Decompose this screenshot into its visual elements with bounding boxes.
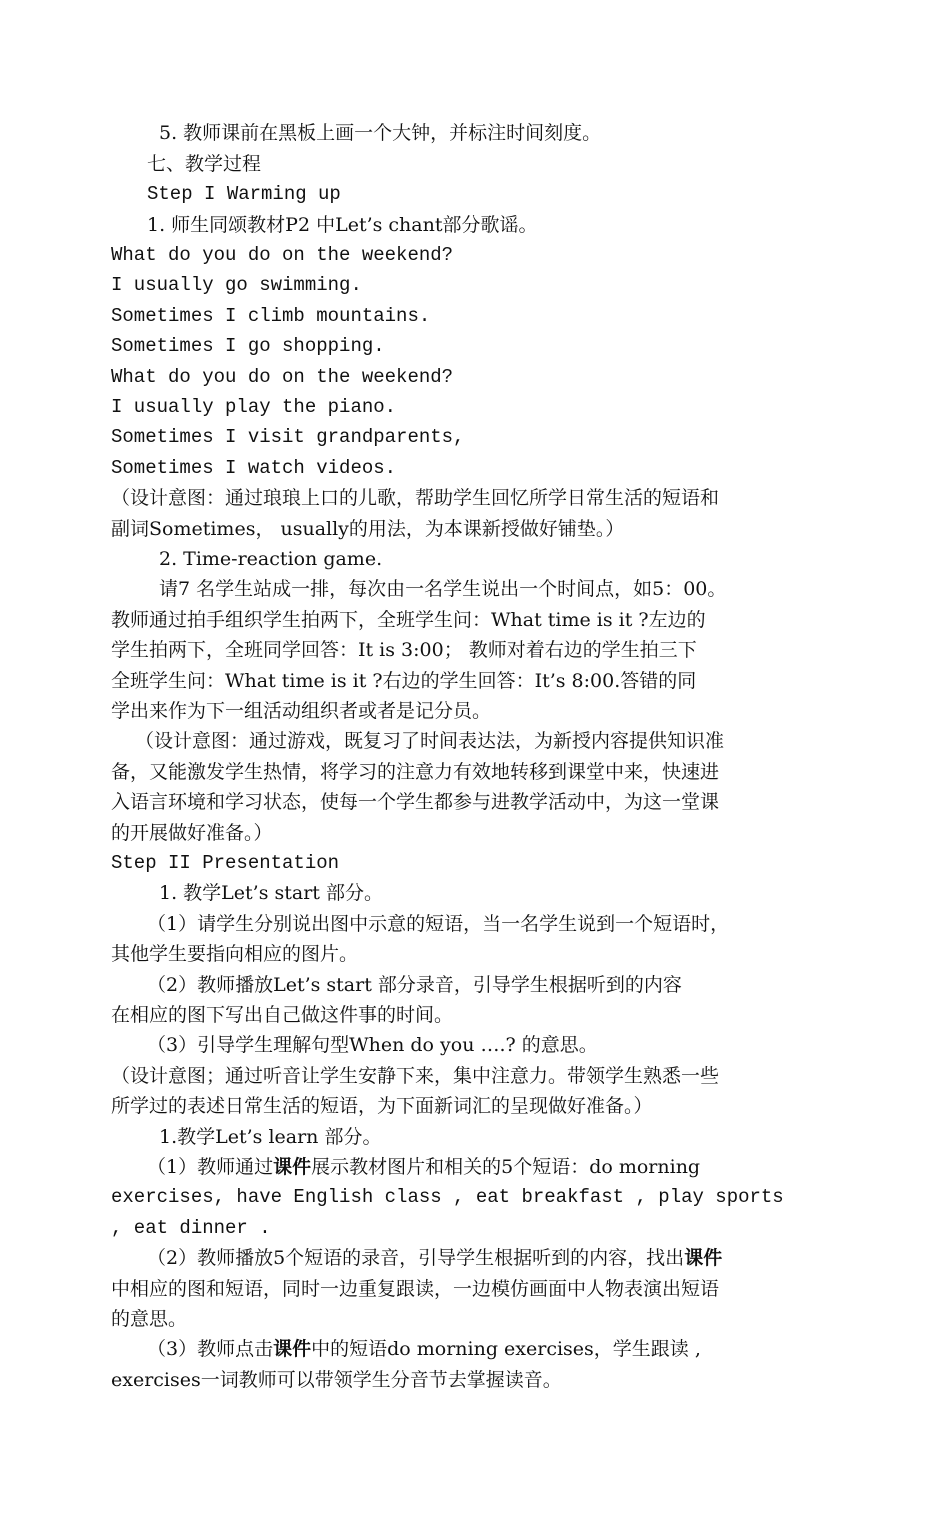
text-line	[111, 1334, 877, 1364]
text-line: 教师通过拍手组织学生拍两下，全班学生问：What time is it ?左边的	[111, 609, 706, 631]
text-run: 中的短语do morning exercises，学生跟读 ,	[311, 1338, 701, 1360]
text-line: 1.教学Let’s learn 部分。	[159, 1126, 382, 1148]
text-line: 1. 师生同颂教材P2 中Let’s chant部分歌谣。	[147, 214, 538, 236]
text-line	[111, 1243, 877, 1273]
text-line: 学出来作为下一组活动组织者或者是记分员。	[111, 700, 492, 722]
text-line: （2）教师播放Let’s start 部分录音，引导学生根据听到的内容	[147, 974, 682, 996]
bold-text: 课件	[684, 1247, 723, 1269]
text-line: 入语言环境和学习状态，使每一个学生都参与进教学活动中，为这一堂课	[111, 791, 720, 813]
text-run: （3）教师点击	[147, 1338, 274, 1360]
chant-line: Sometimes I go shopping.	[111, 335, 385, 357]
chant-line: I usually play the piano.	[111, 396, 397, 418]
text-line: 在相应的图下写出自己做这件事的时间。	[111, 1004, 454, 1026]
text-line: 备，又能激发学生热情，将学习的注意力有效地转移到课堂中来，快速进	[111, 761, 720, 783]
chant-line: Sometimes I visit grandparents,	[111, 426, 465, 448]
text-line: （设计意图：通过游戏，既复习了时间表达法，为新授内容提供知识准	[135, 730, 725, 752]
section-heading: 七、教学过程	[147, 153, 262, 175]
bold-text: 课件	[273, 1156, 312, 1178]
text-line: （设计意图；通过听音让学生安静下来，集中注意力。带领学生熟悉一些	[111, 1065, 720, 1087]
text-line	[111, 1152, 877, 1182]
text-line: 所学过的表述日常生活的短语，为下面新词汇的呈现做好准备。）	[111, 1095, 653, 1117]
text-line: 其他学生要指向相应的图片。	[111, 943, 359, 965]
text-line: 请7 名学生站成一排，每次由一名学生说出一个时间点，如5：00。	[159, 578, 727, 600]
bold-text: 课件	[273, 1338, 312, 1360]
text-line: （3）引导学生理解句型When do you ….? 的意思。	[147, 1034, 598, 1056]
text-line: 全班学生问：What time is it ?右边的学生回答：It’s 8:00.答错的同	[111, 670, 697, 692]
text-line: （1）请学生分别说出图中示意的短语，当一名学生说到一个短语时，	[147, 913, 730, 935]
text-line: （设计意图：通过琅琅上口的儿歌，帮助学生回忆所学日常生活的短语和	[111, 487, 720, 509]
text-line: , eat dinner .	[111, 1217, 271, 1239]
text-run: 展示教材图片和相关的5个短语：do morning	[311, 1156, 701, 1178]
text-line: 的开展做好准备。）	[111, 822, 273, 844]
text-line: 中相应的图和短语，同时一边重复跟读，一边模仿画面中人物表演出短语	[111, 1278, 720, 1300]
chant-line: I usually go swimming.	[111, 274, 362, 296]
chant-line: What do you do on the weekend?	[111, 366, 454, 388]
text-line: exercises一词教师可以带领学生分音节去掌握读音。	[111, 1369, 562, 1391]
chant-line: What do you do on the weekend?	[111, 244, 454, 266]
text-line: 2. Time-reaction game.	[159, 548, 383, 570]
text-run: （1）教师通过	[147, 1156, 274, 1178]
chant-line: Sometimes I watch videos.	[111, 457, 397, 479]
text-line: 的意思。	[111, 1308, 188, 1330]
text-line: 副词Sometimes， usually的用法，为本课新授做好铺垫。）	[111, 518, 625, 540]
step-heading: Step I Warming up	[147, 183, 341, 205]
text-run: （2）教师播放5个短语的录音，引导学生根据听到的内容，找出	[147, 1247, 685, 1269]
text-line: 学生拍两下，全班同学回答：It is 3:00； 教师对着右边的学生拍三下	[111, 639, 697, 661]
text-line: 1. 教学Let’s start 部分。	[159, 882, 383, 904]
step-heading: Step II Presentation	[111, 852, 340, 874]
chant-line: Sometimes I climb mountains.	[111, 305, 431, 327]
text-line: 5. 教师课前在黑板上画一个大钟，并标注时间刻度。	[159, 122, 602, 144]
text-line: exercises, have English class , eat breakfast , play sports	[111, 1186, 784, 1208]
